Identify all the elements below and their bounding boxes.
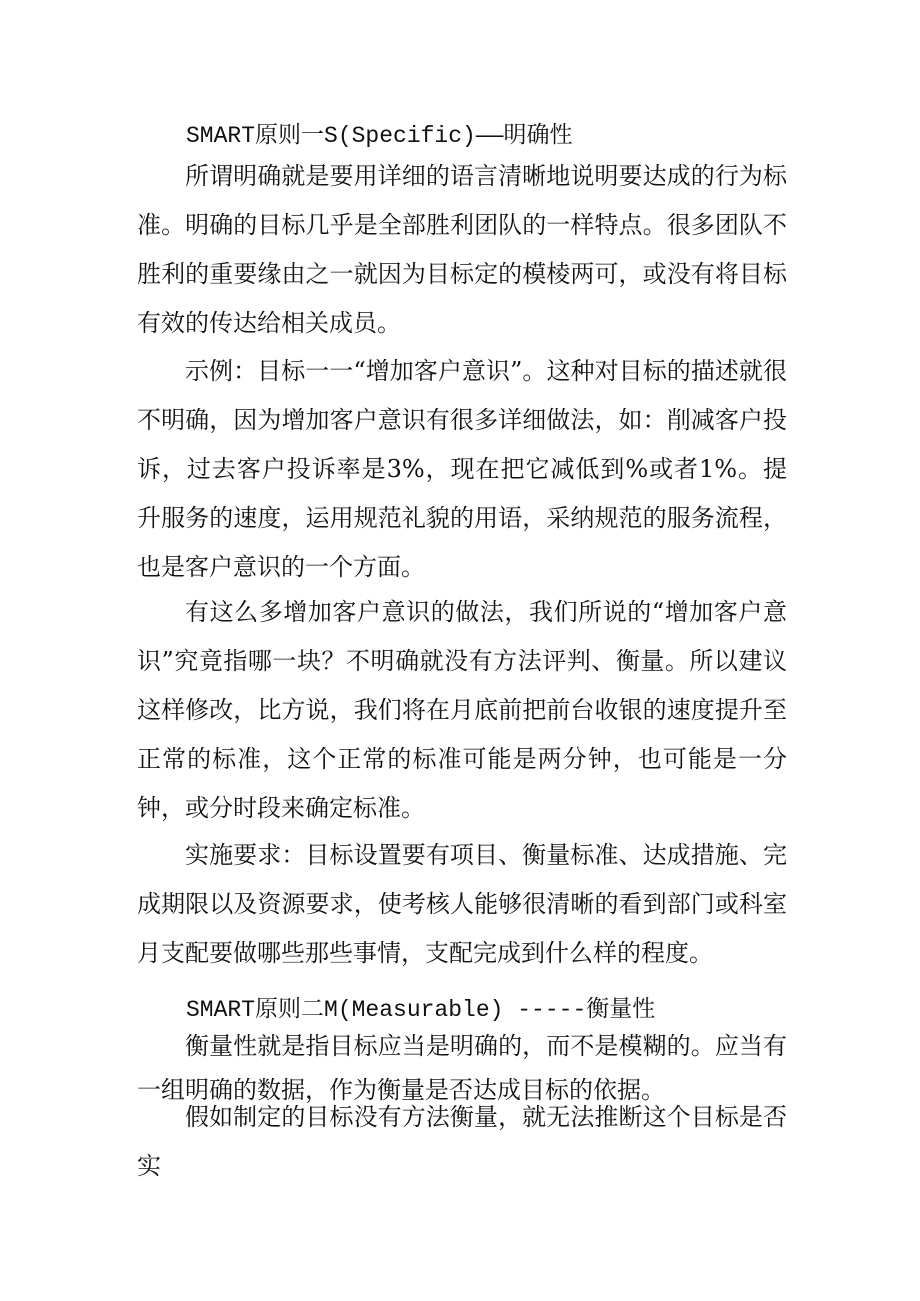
paragraph-example: 示例：目标一一“增加客户意识”。这种对目标的描述就很不明确，因为增加客户意识有很多详细做法，如：削减客户投诉，过去客户投诉率是3%，现在把它减低到%或者1%。提升服务的速度，运用规范礼貌的用语，采纳规范的服务流程，也是客户意识的一个方面。 [137, 357, 787, 581]
heading-smart-s: SMART原则一S(Specific)——明确性 [186, 123, 573, 149]
paragraph-clarification: 有这么多增加客户意识的做法，我们所说的“增加客户意识”究竟指哪一块？不明确就没有方法评判、衡量。所以建议这样修改，比方说，我们将在月底前把前台收银的速度提升至正常的标准，这个正常的标准可能是两分钟，也可能是一分钟，或分时段来确定标准。 [137, 598, 787, 822]
paragraph-measurable-definition: 衡量性就是指目标应当是明确的，而不是模糊的。应当有一组明确的数据，作为衡量是否达成目标的依据。 [137, 1032, 787, 1104]
paragraph-implementation-requirements: 实施要求：目标设置要有项目、衡量标准、达成措施、完成期限以及资源要求，使考核人能够很清晰的看到部门或科室月支配要做哪些那些事情，支配完成到什么样的程度。 [137, 841, 787, 967]
paragraph-measurable-continued: 假如制定的目标没有方法衡量，就无法推断这个目标是否实 [137, 1103, 787, 1180]
heading-smart-m: SMART原则二M(Measurable) -----衡量性 [186, 997, 656, 1023]
paragraph-specific-definition: 所谓明确就是要用详细的语言清晰地说明要达成的行为标准。明确的目标几乎是全部胜利团队的一样特点。很多团队不胜利的重要缘由之一就因为目标定的模棱两可，或没有将目标有效的传达给相关成员。 [137, 162, 787, 337]
